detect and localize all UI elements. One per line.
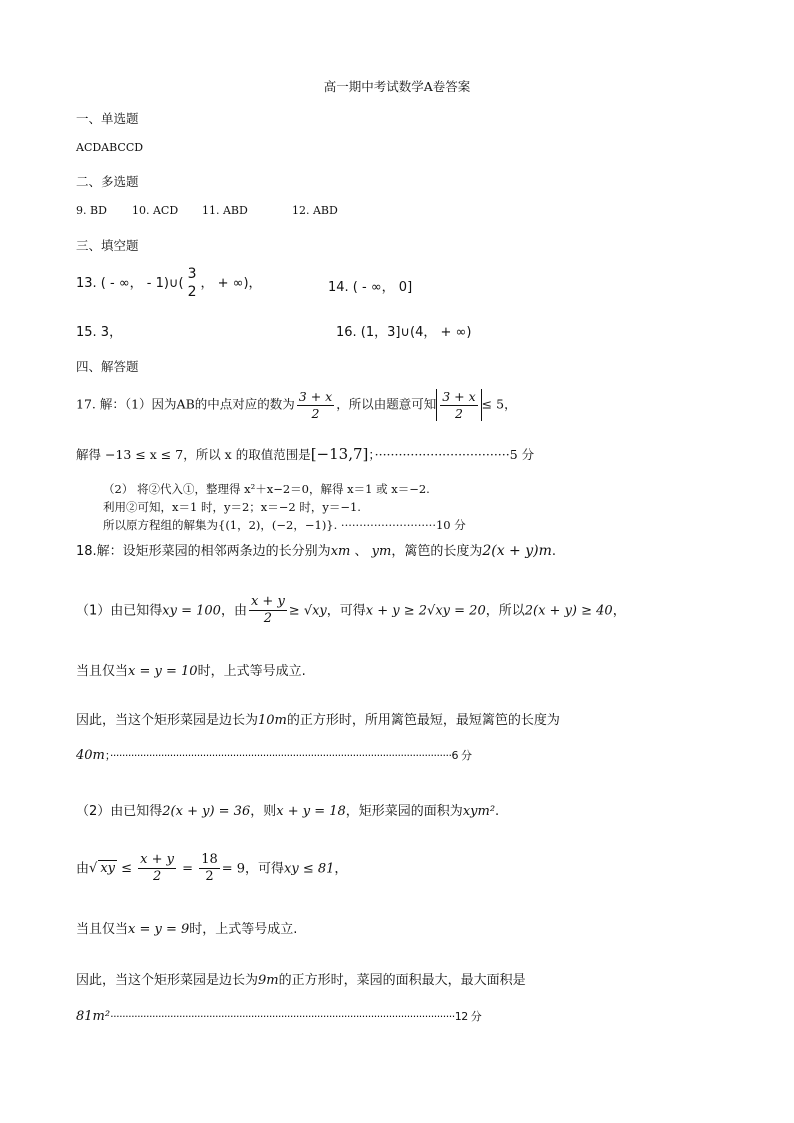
- q18-p2-b: ，则: [250, 804, 277, 819]
- answer-q16: 16. (1，3]∪(4， + ∞): [336, 325, 472, 340]
- answer-q10: 10. ACD: [132, 204, 179, 217]
- q18-ym: ym: [371, 544, 392, 559]
- q18-eq2-expr: x = y = 9: [128, 922, 190, 937]
- q18-p1-g: 2(x + y) ≥ 40: [524, 603, 613, 619]
- q18-p2b-frac1-den: 2: [152, 869, 162, 885]
- q18-answer-1: [76, 747, 716, 763]
- q18-p1-a: （1）由已知得: [76, 603, 163, 619]
- q17-text-c: ≤ 5，: [481, 396, 517, 412]
- q18-equality-1: [76, 660, 306, 679]
- q18-sep: 、: [354, 544, 368, 559]
- q18-conclusion-1: [76, 709, 560, 728]
- q17-part2-line-3: 所以原方程组的解集为{(1，2)，(−2，−1)}. ··························10 分: [103, 518, 466, 532]
- q18-equality-2: [76, 918, 297, 937]
- q18-p2b-a: 由: [76, 861, 90, 877]
- answer-q15: 15. 3，: [76, 325, 123, 340]
- q18-p2b-frac2-num: 18: [199, 852, 220, 869]
- q18-eq1-expr: x = y = 10: [128, 664, 198, 679]
- q18-ans2-val: 81m²: [76, 1009, 111, 1024]
- q18-line-1: [76, 540, 556, 559]
- q18-p1-b: ，由: [220, 603, 247, 619]
- section-2-heading: 二、多选题: [76, 174, 139, 189]
- q17-part2-line-1: （2） 将②代入①，整理得 x²＋x−2＝0，解得 x＝1 或 x＝−2.: [103, 482, 430, 496]
- q18-p1-d: ，可得: [326, 603, 366, 619]
- q17-part2-line-2: 利用②可知，x＝1 时，y＝2；x＝−2 时，y＝−1.: [103, 500, 361, 514]
- q13-suffix: ， + ∞)，: [200, 276, 262, 291]
- q18-p1-f: ，所以: [485, 603, 525, 619]
- q13-frac-num: 3: [187, 266, 197, 282]
- page-title: 高一期中考试数学A卷答案: [323, 79, 471, 94]
- q18-ans2-dots: ···················································································································12 分: [110, 1010, 482, 1023]
- answer-q11: 11. ABD: [202, 204, 248, 217]
- q18-conc1-a: 因此，当这个矩形菜园是边长为: [76, 713, 259, 728]
- q18-p2-expr2: x + y = 18: [276, 804, 346, 819]
- q17-abs-frac-den: 2: [454, 405, 463, 421]
- q18-xm: xm: [330, 544, 351, 559]
- q18-p1-xy: xy = 100: [162, 603, 221, 619]
- q18-ans1-val: 40m: [76, 748, 105, 763]
- q18-p1-frac-den: 2: [263, 611, 273, 627]
- q18-p2-expr1: 2(x + y) = 36: [162, 804, 251, 819]
- q17-abs-frac-num: 3 + x: [442, 389, 476, 404]
- q18-p2-end: .: [495, 804, 500, 819]
- q18-part2-line: [76, 800, 499, 819]
- q18-p1-frac-num: x + y: [249, 594, 287, 611]
- q18-eq2-a: 当且仅当: [76, 922, 129, 937]
- answer-q13: [76, 266, 262, 301]
- q17-interval: [−13,7]: [310, 445, 369, 463]
- q17-text-a: 17. 解：（1）因为AB的中点对应的数为: [76, 396, 295, 412]
- q18-conc2-len: 9m: [258, 973, 279, 988]
- q13-frac-den: 2: [187, 283, 197, 300]
- q18-p2-area: xym²: [462, 804, 496, 819]
- q18-p2b-c: xy ≤ 81: [284, 861, 335, 877]
- q18-fence-expr: 2(x + y)m: [482, 543, 552, 559]
- q18-p1-h: ，: [612, 603, 626, 619]
- section-1-heading: 一、单选题: [76, 111, 139, 126]
- q18-answer-2: [76, 1008, 716, 1024]
- q18-p2-c: ，矩形菜园的面积为: [345, 804, 463, 819]
- q18-p2b-frac1-num: x + y: [138, 852, 176, 869]
- q18-p2b-frac2-den: 2: [205, 869, 214, 885]
- q18-text-b: ，篱笆的长度为: [391, 544, 483, 559]
- q18-p2-a: （2）由已知得: [76, 804, 163, 819]
- q18-part1-line: [76, 594, 626, 628]
- q18-p2b-eq9: = 9: [221, 861, 246, 877]
- q18-conclusion-2: [76, 969, 526, 988]
- q18-line1-end: .: [551, 544, 557, 559]
- q18-conc2-b: 的正方形时，菜园的面积最大，最大面积是: [278, 973, 526, 988]
- q18-p1-e: x + y ≥ 2√xy = 20: [365, 603, 486, 619]
- q18-conc1-b: 的正方形时，所用篱笆最短，最短篱笆的长度为: [286, 713, 560, 728]
- q18-p1-c: ≥ √xy: [288, 603, 327, 619]
- q17-line-1: [76, 389, 517, 421]
- answer-q12: 12. ABD: [292, 204, 338, 217]
- answer-q14: 14. ( - ∞， 0]: [328, 280, 413, 295]
- q18-conc2-a: 因此，当这个矩形菜园是边长为: [76, 973, 259, 988]
- q18-text-a: 18.解：设矩形菜园的相邻两条边的长分别为: [76, 544, 331, 559]
- q13-prefix: 13. ( - ∞， - 1)∪(: [76, 276, 184, 291]
- q18-part2-inequality: 由√ xy ≤ $\frac{x + y}{2}$ = $\frac{18}{2}$ = 9，可得xy ≤ 81，: [76, 852, 348, 885]
- q18-p2b-d: ，: [334, 861, 348, 877]
- q18-eq1-a: 当且仅当: [76, 664, 129, 679]
- q18-eq1-b: 时，上式等号成立.: [197, 664, 306, 679]
- q17-line-2: [76, 445, 534, 463]
- q18-ans1-dots: ；··················································································································6 分: [104, 749, 472, 762]
- q17-frac-num: 3 + x: [298, 389, 333, 404]
- section-3-heading: 三、填空题: [76, 238, 139, 253]
- q17-line2-a: 解得 −13 ≤ x ≤ 7，所以 x 的取值范围是: [76, 447, 311, 462]
- q17-text-b: ，所以由题意可知: [336, 396, 437, 412]
- answer-q9: 9. BD: [76, 204, 107, 217]
- section-1-answers: ACDABCCD: [76, 141, 144, 154]
- section-4-heading: 四、解答题: [76, 359, 139, 374]
- q18-conc1-len: 10m: [258, 713, 287, 728]
- q17-line2-b: ；··································5 分: [368, 447, 535, 462]
- q18-p2b-b: ，可得: [245, 861, 285, 877]
- q17-frac-den: 2: [311, 405, 320, 421]
- q18-eq2-b: 时，上式等号成立.: [189, 922, 298, 937]
